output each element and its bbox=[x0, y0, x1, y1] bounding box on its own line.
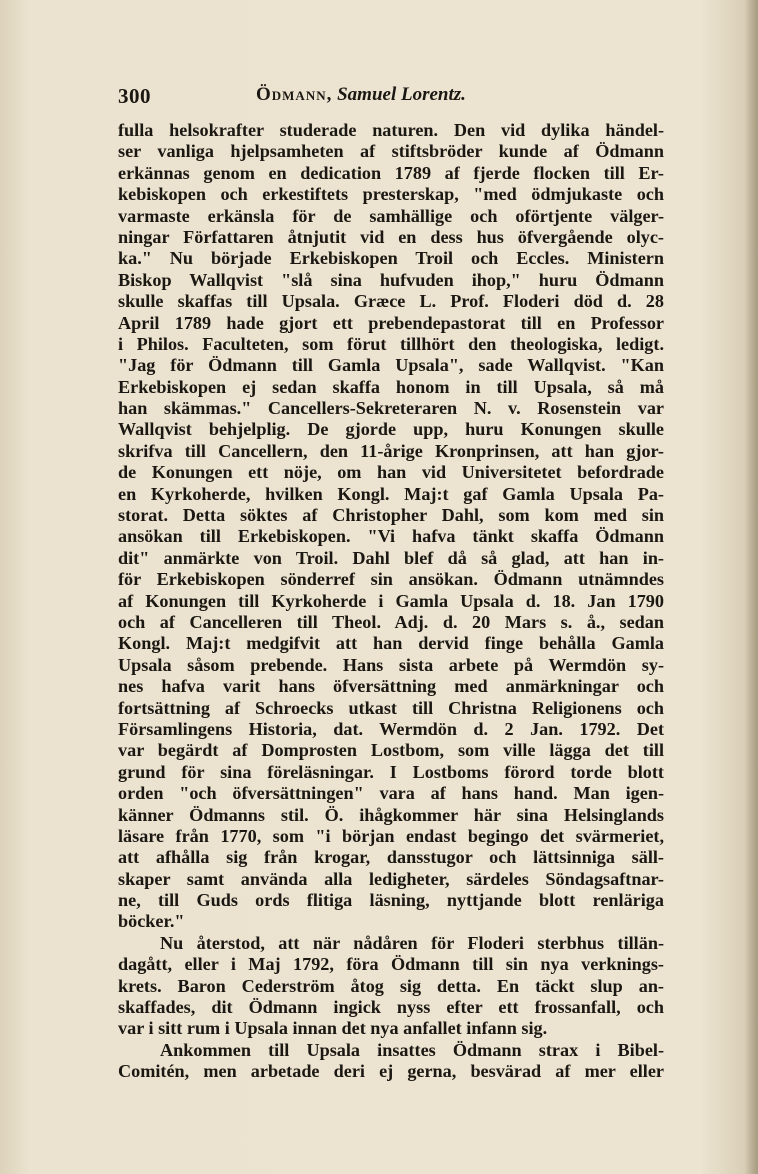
text-line: Kongl. Maj:t medgifvit att han dervid finge behålla Gamla bbox=[118, 633, 664, 654]
text-line: orden "och öfversättningen" vara af hans hand. Man igen- bbox=[118, 783, 664, 804]
text-line: ka." Nu började Erkebiskopen Troil och Eccles. Ministern bbox=[118, 248, 664, 269]
text-line: en Kyrkoherde, hvilken Kongl. Maj:t gaf Gamla Upsala Pa- bbox=[118, 483, 664, 504]
text-line: "Jag för Ödmann till Gamla Upsala", sade Wallqvist. "Kan bbox=[118, 355, 664, 376]
text-line: ningar Författaren åtnjutit vid en dess hus öfvergående olyc- bbox=[118, 226, 664, 247]
text-line: skaffades, dit Ödmann ingick nyss efter ett frossanfall, och bbox=[118, 997, 664, 1018]
text-line: Församlingens Historia, dat. Wermdön d. 2 Jan. 1792. Det bbox=[118, 718, 664, 739]
running-head-given: Samuel Lorentz. bbox=[337, 84, 466, 105]
text-line: känner Ödmanns stil. Ö. ihågkommer här sina Helsinglands bbox=[118, 804, 664, 825]
page-edge-shadow bbox=[744, 0, 758, 1174]
text-line: ansökan till Erkebiskopen. "Vi hafva tänkt skaffa Ödmann bbox=[118, 526, 664, 547]
text-line: för Erkebiskopen sönderref sin ansökan. Ödmann utnämndes bbox=[118, 569, 664, 590]
text-line: fortsättning af Schroecks utkast till Christna Religionens och bbox=[118, 697, 664, 718]
text-line: grund för sina föreläsningar. I Lostboms förord torde blott bbox=[118, 761, 664, 782]
text-line: storat. Detta söktes af Christopher Dahl, som kom med sin bbox=[118, 505, 664, 526]
running-head bbox=[256, 84, 466, 106]
text-line: dagått, eller i Maj 1792, föra Ödmann till sin nya verknings- bbox=[118, 954, 664, 975]
text-line: ser vanliga hjelpsamheten af stiftsbröder kunde af Ödmann bbox=[118, 141, 664, 162]
text-line: Ankommen till Upsala insattes Ödmann strax i Bibel- bbox=[160, 1039, 664, 1060]
text-line: han skämmas." Cancellers-Sekreteraren N. v. Rosenstein var bbox=[118, 398, 664, 419]
text-line: Comitén, men arbetade deri ej gerna, besvärad af mer eller bbox=[118, 1061, 664, 1082]
text-line: var i sitt rum i Upsala innan det nya anfallet infann sig. bbox=[118, 1018, 548, 1039]
page-header bbox=[118, 84, 666, 114]
text-line: i Philos. Faculteten, som förut tillhört den theologiska, ledigt. bbox=[118, 333, 664, 354]
text-line: Biskop Wallqvist "slå sina hufvuden ihop," huru Ödmann bbox=[118, 269, 664, 290]
text-line: Nu återstod, att när nådåren för Floderi sterbhus tillän- bbox=[160, 932, 664, 953]
text-line: skaper samt använda alla ledigheter, särdeles Söndagsaftnar- bbox=[118, 868, 664, 889]
text-line: erkännas genom en dedication 1789 af fjerde flocken till Er- bbox=[118, 162, 664, 183]
text-line: fulla helsokrafter studerade naturen. Den vid dylika händel- bbox=[118, 120, 664, 140]
text-line: Wallqvist behjelplig. De gjorde upp, huru Konungen skulle bbox=[118, 419, 664, 440]
text-line: April 1789 hade gjort ett prebendepastorat till en Professor bbox=[118, 312, 664, 333]
text-line: Upsala såsom prebende. Hans sista arbete på Wermdön sy- bbox=[118, 654, 664, 675]
text-line: varmaste erkänsla för de samhällige och oförtjente välger- bbox=[118, 205, 664, 226]
running-head-surname: Ödmann, bbox=[256, 84, 333, 105]
text-line: läsare från 1770, som "i början endast begingo det svärmeriet, bbox=[118, 825, 664, 846]
text-line: de Konungen ett nöje, om han vid Universitetet befordrade bbox=[118, 462, 664, 483]
text-line: kebiskopen och erkestiftets presterskap, "med ödmjukaste och bbox=[118, 184, 664, 205]
text-line: dit" anmärkte von Troil. Dahl blef då så glad, att han in- bbox=[118, 547, 664, 568]
text-line: nes hafva varit hans öfversättning med anmärkningar och bbox=[118, 676, 664, 697]
text-line: skrifva till Cancellern, den 11-årige Kronprinsen, att han gjor- bbox=[118, 440, 664, 461]
text-line: skulle skaffas till Upsala. Græce L. Prof. Floderi död d. 28 bbox=[118, 291, 664, 312]
text-line: och af Cancelleren till Theol. Adj. d. 20 Mars s. å., sedan bbox=[118, 611, 664, 632]
body-text bbox=[118, 120, 664, 1083]
page-number: 300 bbox=[118, 84, 151, 108]
text-line: krets. Baron Cederström åtog sig detta. En täckt slup an- bbox=[118, 975, 664, 996]
text-line: böcker." bbox=[118, 911, 185, 932]
text-line: ne, till Guds ords flitiga läsning, nyttjande blott renläriga bbox=[118, 890, 664, 911]
text-line: af Konungen till Kyrkoherde i Gamla Upsala d. 18. Jan 1790 bbox=[118, 590, 664, 611]
text-line: var begärdt af Domprosten Lostbom, som ville lägga det till bbox=[118, 740, 664, 761]
text-line: Erkebiskopen ej sedan skaffa honom in till Upsala, så må bbox=[118, 376, 664, 397]
text-line: att afhålla sig från krogar, dansstugor och lättsinniga säll- bbox=[118, 847, 664, 868]
